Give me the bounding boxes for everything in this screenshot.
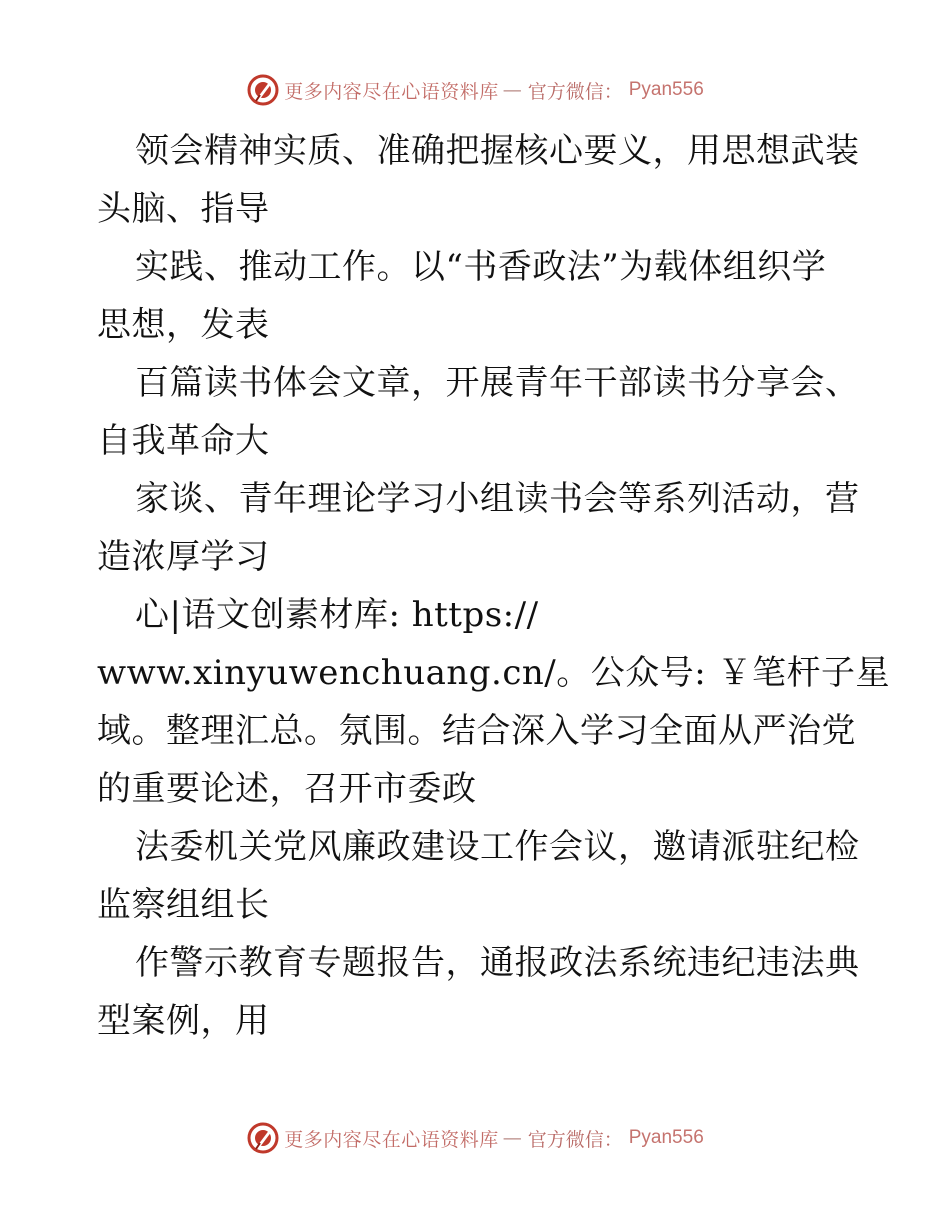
- body-line: 法委机关党风廉政建设工作会议，邀请派驻纪检: [135, 827, 860, 867]
- body-line: www.xinyuwenchuang.cn/。公众号: ￥笔杆子星: [97, 653, 890, 693]
- body-line: 型案例，用: [97, 1001, 270, 1041]
- body-line: 域。整理汇总。氛围。结合深入学习全面从严治党: [97, 711, 856, 751]
- footer-brand-title: 更多内容尽在心语资料库: [284, 1128, 499, 1151]
- body-line: 心|语文创素材库: https://: [135, 595, 539, 635]
- header-wechat-id: Pyan556: [628, 79, 704, 100]
- body-line: 作警示教育专题报告，通报政法系统违纪违法典: [135, 943, 860, 983]
- body-line: 领会精神实质、准确把握核心要义，用思想武装: [135, 131, 860, 171]
- body-line: 实践、推动工作。以“书香政法”为载体组织学: [135, 247, 827, 287]
- header-wechat-label: 官方微信：: [527, 80, 623, 103]
- header-brand-title: 更多内容尽在心语资料库: [284, 80, 499, 103]
- footer-wechat-label: 官方微信：: [527, 1128, 623, 1151]
- page-header: [0, 70, 950, 110]
- document-body: [97, 122, 890, 1050]
- footer-brand: [246, 1121, 704, 1155]
- body-line: 监察组组长: [97, 885, 270, 925]
- body-line: 的重要论述，召开市委政: [97, 769, 477, 809]
- body-line: 思想，发表: [97, 305, 270, 345]
- quill-circle-icon: [246, 1121, 280, 1155]
- page-footer: [0, 1118, 950, 1158]
- footer-brand-separator: —: [502, 1127, 522, 1149]
- body-line: 家谈、青年理论学习小组读书会等系列活动，营: [135, 479, 860, 519]
- body-line: 自我革命大: [97, 421, 270, 461]
- header-brand-separator: —: [502, 79, 522, 101]
- header-brand: [246, 73, 704, 107]
- quill-circle-icon: [246, 73, 280, 107]
- body-line: 造浓厚学习: [97, 537, 270, 577]
- body-line: 头脑、指导: [97, 189, 270, 229]
- body-line: 百篇读书体会文章，开展青年干部读书分享会、: [135, 363, 860, 403]
- footer-wechat-id: Pyan556: [628, 1127, 704, 1148]
